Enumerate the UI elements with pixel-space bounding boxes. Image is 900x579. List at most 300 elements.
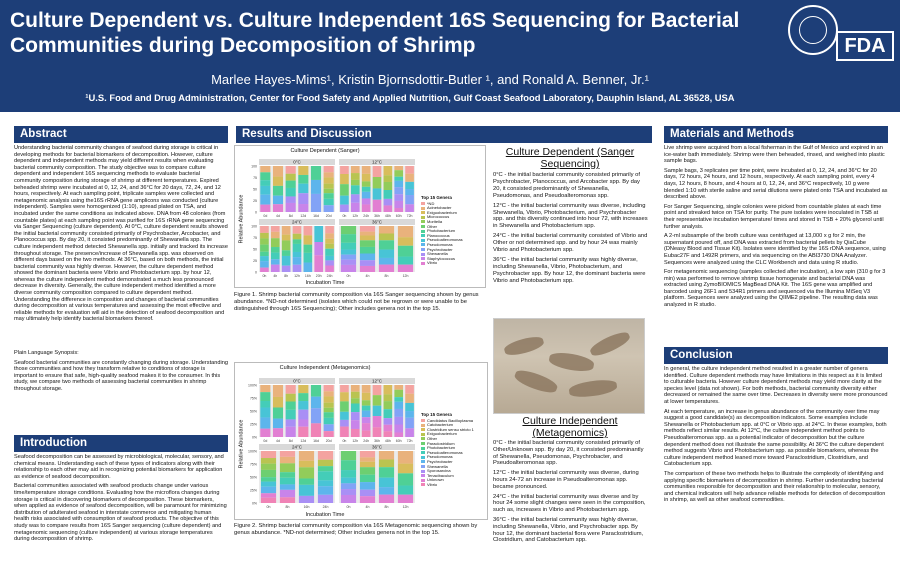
header-banner bbox=[0, 0, 900, 112]
synopsis-text: Seafood bacterial communities are constantly changing during storage. Understanding those communities and how they transform relative to conditions of storage is important to ensure that safe, high-quality seafood makes it to the consumer. In this study, we compare two methods of assessing bacterial communities in shrimp throughout storage. bbox=[14, 359, 228, 392]
y-tick-label: 0 bbox=[255, 210, 257, 215]
legend-label: Staphylococcus bbox=[427, 255, 456, 261]
legend-label: Photobacterium bbox=[427, 445, 456, 451]
legend-label: *ND bbox=[427, 200, 435, 206]
bar-segment bbox=[362, 198, 371, 204]
bar-segment bbox=[351, 185, 360, 194]
bar-segment bbox=[360, 235, 375, 240]
bar-segment bbox=[384, 409, 393, 418]
bar-segment bbox=[325, 244, 334, 249]
bar-segment bbox=[293, 257, 302, 265]
bar-segment bbox=[260, 166, 270, 172]
legend-label: Vibrio bbox=[427, 481, 438, 487]
x-tick-label: 0d bbox=[263, 214, 268, 218]
y-tick-label: 100 bbox=[251, 224, 257, 229]
bar-segment bbox=[373, 188, 382, 199]
meta-text-24c: 24°C - the initial bacterial community was diverse and by hour 24 some slight changes were seen in the composition, such as, increases in Vibrio and Photobacterium spp. bbox=[493, 493, 646, 514]
bar-segment bbox=[351, 420, 360, 429]
bar-segment bbox=[351, 166, 360, 173]
bar-segment bbox=[360, 467, 375, 475]
bar-segment bbox=[394, 390, 403, 397]
metagenomics-heading: Culture Independent (Metagenomics) bbox=[522, 415, 618, 439]
methods-heading: Materials and Methods bbox=[664, 126, 888, 143]
x-tick-label: 8h bbox=[384, 274, 389, 278]
bar-segment bbox=[341, 265, 356, 272]
bar-segment bbox=[299, 451, 314, 461]
bar-segment bbox=[260, 429, 270, 437]
sanger-text-36c: 36°C - the initial bacterial community was highly diverse, including Shewanella, Vibrio, Photobacterium, and Psychrobacter spp. By hour 12, the dominant bacteria were Vibrio and Photobacterium spp. bbox=[493, 256, 646, 284]
bar-segment bbox=[379, 250, 394, 258]
synopsis-block bbox=[14, 350, 228, 425]
legend-swatch bbox=[421, 262, 425, 265]
bar-segment bbox=[351, 173, 360, 180]
bar-segment bbox=[260, 261, 269, 267]
figure2-chart bbox=[234, 362, 488, 520]
bar-segment bbox=[351, 398, 360, 403]
bar-segment bbox=[398, 226, 413, 237]
methods-text-1: Live shrimp were acquired from a local fisherman in the Gulf of Mexico and expired in an ice-water bath immediately. Shrimp were then beheaded, rinsed, and weighed into plastic sample bags. bbox=[664, 145, 885, 165]
bar-segment bbox=[280, 484, 295, 489]
figure1-legend bbox=[421, 196, 485, 266]
bar-segment bbox=[384, 182, 393, 190]
bar-segment bbox=[351, 203, 360, 212]
legend-swatch bbox=[421, 225, 425, 228]
bar-segment bbox=[286, 188, 296, 196]
x-tick-label: 16d bbox=[313, 439, 319, 443]
x-tick-label: 0h bbox=[346, 274, 351, 278]
bar-segment bbox=[324, 189, 334, 193]
bar-segment bbox=[260, 180, 270, 186]
legend-label: Psychrobacter bbox=[427, 246, 453, 252]
bar-segment bbox=[394, 194, 403, 201]
bar-segment bbox=[340, 385, 349, 392]
bar-segment bbox=[379, 459, 394, 467]
bar-segment bbox=[311, 194, 321, 212]
x-tick-label: 8d bbox=[288, 439, 293, 443]
legend-swatch bbox=[421, 253, 425, 256]
bar-segment bbox=[298, 385, 308, 393]
x-tick-label: 24h bbox=[363, 214, 370, 218]
x-tick-label: 48h bbox=[384, 214, 391, 218]
bar-segment bbox=[324, 391, 334, 396]
legend-swatch bbox=[421, 433, 425, 436]
legend-label: Micrococcus bbox=[427, 214, 450, 220]
x-tick-label: 8h bbox=[384, 505, 389, 509]
bar-segment bbox=[360, 247, 375, 254]
bar-segment bbox=[260, 252, 269, 256]
legend-label: Exiguobacterium bbox=[427, 209, 457, 215]
x-tick-label: 0h bbox=[266, 505, 271, 509]
bar-segment bbox=[260, 401, 270, 408]
bar-segment bbox=[299, 496, 314, 503]
bar-segment bbox=[398, 246, 413, 257]
bar-segment bbox=[384, 166, 393, 175]
bar-segment bbox=[379, 240, 394, 249]
bar-segment bbox=[398, 486, 413, 495]
bar-segment bbox=[298, 204, 308, 212]
y-tick-label: 25% bbox=[249, 488, 257, 493]
results-heading: Results and Discussion bbox=[236, 126, 652, 143]
bar-segment bbox=[273, 177, 283, 186]
legend-label: Tenacibaculum bbox=[427, 472, 454, 478]
x-tick-label: 16h bbox=[304, 274, 311, 278]
bar-segment bbox=[325, 239, 334, 244]
bar-segment bbox=[362, 400, 371, 405]
bar-segment bbox=[271, 226, 280, 232]
figure1-ylabel: Relative Abundance bbox=[238, 194, 245, 244]
bar-segment bbox=[261, 493, 276, 497]
panel-label: 36°C bbox=[371, 219, 383, 225]
bar-segment bbox=[282, 250, 291, 256]
bar-segment bbox=[280, 457, 295, 463]
x-tick-label: 12h bbox=[294, 274, 300, 278]
bar-segment bbox=[286, 410, 296, 420]
bar-segment bbox=[299, 478, 314, 484]
bar-segment bbox=[351, 180, 360, 185]
x-tick-label: 12h bbox=[352, 214, 359, 218]
bar-segment bbox=[260, 392, 270, 401]
bar-segment bbox=[260, 385, 270, 392]
y-tick-label: 25% bbox=[249, 422, 257, 427]
bar-segment bbox=[271, 259, 280, 264]
legend-swatch bbox=[421, 234, 425, 237]
bar-segment bbox=[311, 397, 321, 409]
abstract-text: Understanding bacterial community changes of seafood during storage is critical in developing methods for bacterial biomarkers of decomposition. However, culture dependent and independent methods may yield different results when evaluating bacterial community composition. The study objective was to compare culture dependent and independent 16S sequencing methods to evaluate bacterial community composition during storage of shrimp at different temperatures. Expired beheaded shrimp were incubated at 0, 12, 24, and 36°C for 20 days, 72, 24, and 12 hours, respectively. At each sampling point, triplicate samples were collected and metagenomic analysis using the16S rRNA gene amplicons was conducted (culture independent). Samples were homogenized (1:10), spread plated on TSA, and incubated under the same conditions as indicated above. DNA from 48 colonies (from countable plates) at each sampling point was purified for 16S rRNA gene sequencing via Sanger Sequencing (culture dependent). At 0°C, culture dependent results showed the initial bacterial community consisted primarily of Psychrobacter, Arcobacter, and Planococcus spp. By day 20, it consisted predominantly of Shewanella spp. The culture independent method detected Shewanella spp. initially and tracked its increase throughout storage. The presence/increase of Shewanella spp. was observed on different days based on the two methods. At 36°C, based on both methods, the initial bacterial community was highly diverse. However, the culture dependent method showed the dominant bacteria were Vibrio and Photobacterium spp. by hour 12, whereas the culture independent method demonstrated a much less pronounced decrease in diversity. Generally, the culture independent method identified a more diverse community composition compared to culture dependent method. Understanding the difference in composition and changes of bacterial communities during decomposition at various temperatures and assessing the most effective and reliable methods for evaluation will aid in the detection of seafood decomposition and may ultimately help identify bacterial biomarkers thereof. bbox=[14, 145, 228, 323]
bar-segment bbox=[298, 419, 308, 426]
figure1-title: Culture Dependent (Sanger) bbox=[290, 148, 360, 154]
methods-text-5: For metagenomic sequencing (samples collected after incubation), a low spin (310 g for 3 min) was performed to remove shrimp tissue homogenate and bacterial DNA was extracted using ZymoBIOMICS MagBead DNA Kit. The 16S gene was amplified and barcoded using 26F1 and 534R1 primers and sequenced via the Illumina MiSeq V3 platform. Sequences were analyzed using the QIIME2 pipeline. The resulting data was analyzed in R studio. bbox=[664, 269, 886, 309]
sanger-text-24c: 24°C - the initial bacterial community consisted of Vibrio and Other or not determined spp. and by hour 24 was mainly Vibrio and Photobacterium spp. bbox=[493, 233, 648, 254]
bar-segment bbox=[325, 226, 334, 233]
bar-segment bbox=[341, 234, 356, 243]
legend-swatch bbox=[421, 483, 425, 486]
bar-segment bbox=[260, 172, 270, 180]
bar-segment bbox=[405, 182, 414, 189]
y-tick-label: 50 bbox=[253, 187, 257, 192]
bar-segment bbox=[282, 266, 291, 272]
bar-segment bbox=[405, 174, 414, 182]
panel-label: 12°C bbox=[371, 378, 383, 384]
bar-segment bbox=[379, 478, 394, 488]
bar-segment bbox=[324, 396, 334, 402]
bar-segment bbox=[360, 482, 375, 490]
bar-segment bbox=[261, 477, 276, 481]
bar-segment bbox=[280, 490, 295, 497]
bar-segment bbox=[398, 257, 413, 265]
legend-swatch bbox=[421, 248, 425, 251]
bar-segment bbox=[273, 419, 283, 429]
x-tick-label: 8h bbox=[284, 274, 289, 278]
bar-segment bbox=[273, 166, 283, 177]
methods-text-4: A 2-ml subsample of the broth culture was centrifuged at 13,000 x g for 2 min, the supernatant poured off, and DNA was extracted from bacterial pellets by QiaCube (DNeasy Blood and Tissue Kit). Isolates were identified by the 16S rDNA sequence, using Eubac27F and 1492R primers, and via sequencing on the ABI3730 DNA Analyzer. Sequences were analyzed using the CLC Workbench and data using R studio. bbox=[664, 233, 886, 266]
bar-segment bbox=[318, 451, 333, 460]
bar-segment bbox=[260, 268, 269, 272]
x-tick-label: 4h bbox=[273, 274, 278, 278]
bar-segment bbox=[394, 417, 403, 425]
bar-segment bbox=[298, 184, 308, 194]
bar-segment bbox=[340, 166, 349, 174]
bar-segment bbox=[273, 407, 283, 418]
bar-segment bbox=[360, 462, 375, 467]
conclusion-text-2: At each temperature, an increase in genus abundance of the community over time may suggest a good candidate(s) as decomposition indicators. Some examples include Shewanella or Photobacterium spp. at 0°C or Vibrio spp. at 24°C. In these examples, both methods reflect similar results. At 12°C, the culture independent method points to Pseudoalteromonas spp. as a potential indicator of decomposition but the culture dependent method does not illustrate the same possibility. At 36°C the culture dependent method suggests Vibrio and Photobacterium spp. as possible biomarkers, whereas the culture independent method leaned more toward Paraclostridium, Clostridium, and Catobacterium spp. bbox=[664, 408, 887, 468]
legend-swatch bbox=[421, 211, 425, 214]
bar-segment bbox=[286, 196, 296, 203]
x-tick-label: 20h bbox=[315, 274, 322, 278]
bar-segment bbox=[373, 395, 382, 406]
bar-segment bbox=[379, 487, 394, 494]
bar-segment bbox=[362, 385, 371, 393]
legend-label: Acinetobacter bbox=[427, 205, 452, 211]
bar-segment bbox=[293, 226, 302, 234]
legend-label: Pseudoalteromonas bbox=[427, 449, 463, 455]
bar-segment bbox=[379, 258, 394, 265]
bar-segment bbox=[273, 385, 283, 397]
bar-segment bbox=[405, 195, 414, 204]
legend-label: Shewanella bbox=[427, 251, 448, 257]
bar-segment bbox=[286, 419, 296, 426]
y-tick-label: 0% bbox=[251, 435, 257, 440]
bar-segment bbox=[298, 427, 308, 437]
bar-segment bbox=[373, 166, 382, 177]
x-tick-label: 0h bbox=[342, 214, 347, 218]
bar-segment bbox=[360, 475, 375, 482]
bar-segment bbox=[293, 239, 302, 244]
bar-segment bbox=[360, 253, 375, 260]
legend-label: Vibrio bbox=[427, 260, 438, 266]
bar-segment bbox=[379, 451, 394, 459]
bar-segment bbox=[379, 265, 394, 272]
bar-segment bbox=[394, 432, 403, 437]
bar-segment bbox=[360, 457, 375, 461]
legend-swatch bbox=[421, 424, 425, 427]
y-tick-label: 50 bbox=[253, 247, 257, 252]
x-tick-label: 36h bbox=[374, 214, 380, 218]
bar-segment bbox=[360, 232, 375, 236]
legend-label: Exiguobacterium bbox=[427, 431, 457, 437]
bar-segment bbox=[324, 431, 334, 437]
bar-segment bbox=[398, 464, 413, 474]
legend-swatch bbox=[421, 419, 425, 422]
bar-segment bbox=[261, 487, 276, 494]
x-tick-label: 16h bbox=[303, 505, 310, 509]
x-tick-label: 4d bbox=[276, 214, 280, 218]
bar-segment bbox=[351, 392, 360, 399]
bar-segment bbox=[384, 431, 393, 437]
panel-label: 36°C bbox=[371, 444, 383, 450]
x-tick-label: 72h bbox=[406, 439, 413, 443]
introduction-text-2: Bacterial communities associated with seafood products change under various time/temperature storage conditions. Evaluating how the microflora changes during storage is critical in discovering biomarkers of decomposition. These biomarkers, when applied as evidence of seafood decomposition, will be paramount for minimizing distribution of adulterated seafood in interstate commerce and mitigating human health risks associated with consumption of seafood products. The objective of this study was to compare results from 16S Sanger sequencing (culture dependent) and metagenomic sequencing (culture independent) at various storage temperatures during decomposition of shrimp. bbox=[14, 483, 227, 543]
bar-segment bbox=[362, 393, 371, 400]
bar-segment bbox=[394, 181, 403, 187]
bar-segment bbox=[398, 237, 413, 246]
bar-segment bbox=[362, 187, 371, 192]
legend-swatch bbox=[421, 207, 425, 210]
figure2-legend bbox=[421, 413, 487, 488]
bar-segment bbox=[340, 392, 349, 401]
figure2-xlabel: Incubation Time bbox=[305, 512, 345, 518]
legend-label: Catobacterium bbox=[427, 422, 454, 428]
bar-segment bbox=[260, 245, 269, 252]
legend-label: Psychrobacter bbox=[427, 458, 453, 464]
bar-segment bbox=[324, 166, 334, 172]
panel-label: 24°C bbox=[291, 219, 303, 225]
bar-segment bbox=[298, 166, 308, 175]
sanger-body bbox=[493, 172, 648, 314]
legend-label: Pseudomonas bbox=[427, 454, 453, 460]
bar-segment bbox=[324, 199, 334, 205]
bar-segment bbox=[362, 181, 371, 186]
y-tick-label: 50% bbox=[249, 475, 257, 480]
bar-segment bbox=[324, 177, 334, 183]
figure1-xlabel: Incubation Time bbox=[305, 280, 345, 286]
legend-swatch bbox=[421, 451, 425, 454]
legend-swatch bbox=[421, 220, 425, 223]
bar-segment bbox=[293, 234, 302, 240]
x-tick-label: 0d bbox=[263, 439, 268, 443]
legend-swatch bbox=[421, 437, 425, 440]
bar-segment bbox=[325, 256, 334, 260]
bar-segment bbox=[286, 394, 296, 402]
bar-segment bbox=[351, 429, 360, 437]
bar-segment bbox=[405, 394, 414, 403]
bar-segment bbox=[340, 205, 349, 212]
bar-segment bbox=[298, 393, 308, 401]
legend-label: Moritella bbox=[427, 218, 443, 224]
bar-segment bbox=[341, 250, 356, 255]
bar-segment bbox=[360, 260, 375, 266]
bar-segment bbox=[271, 247, 280, 253]
bar-segment bbox=[394, 201, 403, 208]
legend-label: Sporosarcina bbox=[427, 468, 451, 474]
shrimp-photo bbox=[493, 318, 645, 414]
bar-segment bbox=[324, 172, 334, 177]
figure2-caption: Figure 2. Shrimp bacterial community composition via 16S Metagenomic sequencing shown by genus abundance. *ND-not determined; Other includes genera not in the top 15. bbox=[234, 523, 478, 536]
bar-segment bbox=[273, 204, 283, 212]
bar-segment bbox=[398, 265, 413, 272]
bar-segment bbox=[405, 204, 414, 212]
bar-segment bbox=[384, 190, 393, 199]
bar-segment bbox=[260, 238, 269, 244]
bar-segment bbox=[341, 460, 356, 470]
bar-segment bbox=[405, 418, 414, 429]
bar-segment bbox=[362, 192, 371, 199]
figure2-ylabel: Relative Abundance bbox=[238, 419, 245, 469]
bar-segment bbox=[286, 427, 296, 437]
legend-swatch bbox=[421, 230, 425, 233]
legend-swatch bbox=[421, 447, 425, 450]
bar-segment bbox=[340, 184, 349, 196]
bar-segment bbox=[260, 226, 269, 233]
bar-segment bbox=[394, 397, 403, 402]
bar-segment bbox=[311, 423, 321, 437]
bar-segment bbox=[271, 265, 280, 272]
bar-segment bbox=[360, 266, 375, 272]
bar-segment bbox=[340, 412, 349, 420]
methods-text-2: Sample bags, 3 replicates per time point, were incubated at 0, 12, 24, and 36°C for 20 days, 72 hours, 24 hours, and 12 hours, respectively. At each sampling point, every 4 days, 12 hours, 8 hours, and 4 hours at 0, 12, 24, and 36°C respectively, 10 g were blended 1:10 with sterile saline and serial dilutions were plated onto TSA and incubated as described above. bbox=[664, 167, 888, 201]
bar-segment bbox=[271, 253, 280, 260]
panel-label: 0°C bbox=[293, 378, 301, 384]
bar-segment bbox=[341, 489, 356, 495]
figure1-caption: Figure 1. Shrimp bacterial community composition via 16S Sanger sequencing shown by genus abundance. *ND-not determined (isolates which could not be regrown or were unable to be distinguished through 16S Sequencing); Other includes genera not in the top 15. bbox=[234, 292, 479, 312]
bar-segment bbox=[394, 409, 403, 417]
y-tick-label: 75% bbox=[249, 396, 257, 401]
bar-segment bbox=[260, 233, 269, 239]
figure2-title: Culture Independent (Metagenomics) bbox=[279, 365, 371, 371]
bar-segment bbox=[394, 424, 403, 432]
bar-segment bbox=[384, 418, 393, 425]
bar-segment bbox=[260, 417, 270, 428]
x-tick-label: 0h bbox=[342, 439, 347, 443]
bar-segment bbox=[282, 240, 291, 250]
bar-segment bbox=[405, 166, 414, 174]
panel-label: 0°C bbox=[293, 159, 301, 165]
x-tick-label: 16d bbox=[313, 214, 319, 218]
legend-title: Top 15 Genera bbox=[421, 195, 452, 200]
bar-segment bbox=[280, 472, 295, 478]
poster-title: Culture Dependent vs. Culture Independent 16S Sequencing for Bacterial Communities during Decomposition of Shrimp bbox=[10, 9, 740, 57]
bar-segment bbox=[260, 256, 269, 261]
y-tick-label: 25 bbox=[253, 199, 257, 203]
x-tick-label: 20d bbox=[325, 214, 332, 218]
bar-segment bbox=[362, 406, 371, 411]
meta-text-12c: 12°C - the initial bacterial community was diverse, during hours 24-72 an increase in Pseudoalteromonas spp. became pronounced. bbox=[493, 470, 639, 490]
bar-segment bbox=[260, 408, 270, 418]
bar-segment bbox=[299, 485, 314, 496]
introduction-heading: Introduction bbox=[14, 435, 228, 452]
bar-segment bbox=[351, 403, 360, 412]
bar-segment bbox=[405, 411, 414, 418]
bar-segment bbox=[282, 256, 291, 266]
bar-segment bbox=[314, 226, 323, 242]
bar-segment bbox=[271, 232, 280, 238]
x-tick-label: 12h bbox=[402, 505, 409, 509]
legend-label: Photobacterium bbox=[427, 228, 456, 234]
bar-segment bbox=[384, 401, 393, 409]
bar-segment bbox=[324, 408, 334, 412]
bar-segment bbox=[405, 428, 414, 437]
bar-segment bbox=[379, 233, 394, 240]
bar-segment bbox=[304, 245, 313, 253]
bar-segment bbox=[340, 420, 349, 427]
bar-segment bbox=[405, 189, 414, 195]
bar-segment bbox=[261, 451, 276, 458]
bar-segment bbox=[394, 177, 403, 181]
bar-segment bbox=[286, 203, 296, 212]
bar-segment bbox=[373, 427, 382, 437]
bar-segment bbox=[351, 385, 360, 392]
x-tick-label: 0h bbox=[262, 274, 267, 278]
x-tick-label: 24h bbox=[322, 505, 329, 509]
bar-segment bbox=[304, 235, 313, 244]
bar-segment bbox=[362, 166, 371, 174]
bar-segment bbox=[379, 467, 394, 477]
bar-segment bbox=[261, 470, 276, 477]
legend-swatch bbox=[421, 465, 425, 468]
bar-segment bbox=[286, 385, 296, 394]
bar-segment bbox=[394, 166, 403, 170]
legend-label: Shewanella bbox=[427, 463, 448, 469]
bar-segment bbox=[325, 233, 334, 238]
bar-segment bbox=[373, 406, 382, 416]
poster-authors: Marlee Hayes-Mims¹, Kristin Bjornsdottir-Butler ¹, and Ronald A. Benner, Jr.¹ bbox=[211, 72, 649, 87]
legend-swatch bbox=[421, 239, 425, 242]
bar-segment bbox=[318, 480, 333, 486]
fda-logo: FDA bbox=[836, 31, 894, 61]
bar-segment bbox=[311, 385, 321, 397]
bar-segment bbox=[273, 196, 283, 205]
x-tick-label: 8h bbox=[285, 505, 290, 509]
bar-segment bbox=[280, 497, 295, 503]
